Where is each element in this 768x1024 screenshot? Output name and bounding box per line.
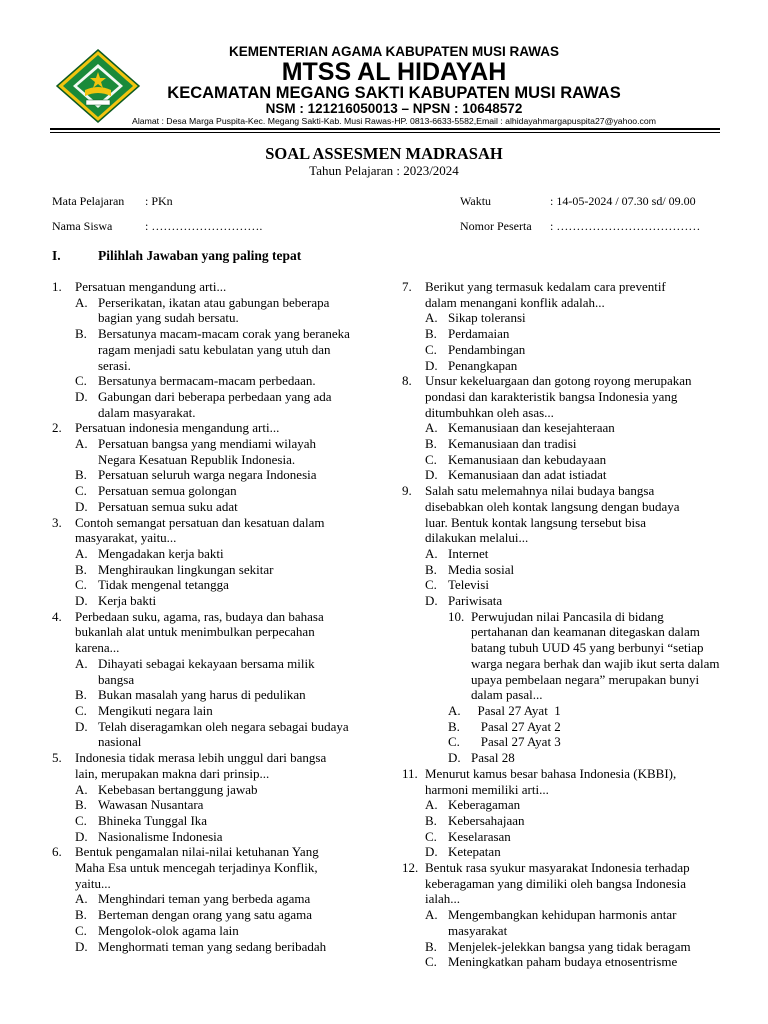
option-text-line: Menjelek-jelekkan bangsa yang tidak beragam (448, 938, 691, 954)
questions-right-column (402, 279, 722, 970)
answer-option (425, 467, 722, 483)
option-letter: B. (75, 467, 87, 483)
option-text-line: Ketepatan (448, 844, 501, 860)
option-letter: B. (425, 812, 437, 828)
answer-option (75, 295, 352, 326)
option-letter: C. (75, 702, 87, 718)
question-item (402, 860, 722, 970)
answer-option (75, 546, 352, 562)
option-text-line: Kemanusiaan dan adat istiadat (448, 467, 607, 483)
participant-number-field: : ……………………………… (550, 219, 701, 233)
school-district: KECAMATAN MEGANG SAKTI KABUPATEN MUSI RAWAS (167, 84, 621, 102)
question-item (402, 279, 722, 373)
answer-option (75, 483, 352, 499)
question-item (402, 373, 722, 483)
option-letter: B. (75, 326, 87, 342)
question-text-line: warga negara berhak dan wajib ikut serta dalam (471, 655, 720, 671)
option-text-line: Menghindari teman yang berbeda agama (98, 891, 311, 907)
option-letter: D. (425, 467, 438, 483)
answer-option (75, 782, 352, 798)
question-text-line: Perbedaan suku, agama, ras, budaya dan bahasa (75, 608, 324, 624)
answer-option (425, 342, 722, 358)
option-text-line: Dihayati sebagai kekayaan bersama milik (98, 655, 315, 671)
option-text-line: Kerja bakti (98, 593, 157, 609)
option-text-line: Penangkapan (448, 357, 518, 373)
option-text-line: Kebebasan bertanggung jawab (98, 781, 258, 797)
question-number: 12. (402, 860, 419, 876)
option-text-line: Bhineka Tunggal Ika (98, 812, 208, 828)
option-text-line: masyarakat (448, 922, 508, 938)
option-text-line: Kemanusiaan dan kesejahteraan (448, 420, 615, 436)
question-item (52, 844, 352, 954)
option-letter: B. (75, 687, 87, 703)
section-title: Pilihlah Jawaban yang paling tepat (98, 248, 302, 263)
option-letter: A. (448, 702, 461, 718)
answer-option (75, 373, 352, 389)
option-text-line: Mengembangkan kehidupan harmonis antar (448, 907, 677, 923)
answer-option (75, 891, 352, 907)
answer-option (75, 907, 352, 923)
option-letter: D. (75, 388, 88, 404)
option-text-line: Negara Kesatuan Republik Indonesia. (98, 451, 296, 467)
option-letter: C. (75, 922, 87, 938)
question-10 (402, 609, 722, 766)
school-ids: NSM : 121216050013 – NPSN : 10648572 (265, 101, 523, 116)
question-number: 8. (402, 373, 412, 389)
exam-year: Tahun Pelajaran : 2023/2024 (309, 163, 459, 178)
option-text-line: Kebersahajaan (448, 812, 525, 828)
question-text-line: Salah satu melemahnya nilai budaya bangsa (425, 483, 655, 499)
answer-option (425, 844, 722, 860)
question-text-line: Persatuan indonesia mengandung arti... (75, 420, 280, 436)
option-text-line: nasional (98, 734, 142, 750)
option-text-line: Menghiraukan lingkungan sekitar (98, 561, 274, 577)
question-item (52, 279, 352, 420)
question-text-line: harmoni memiliki arti... (425, 781, 549, 797)
option-text-line: bangsa (98, 671, 135, 687)
question-text-line: ialah... (425, 891, 461, 907)
question-text-line: disebabkan oleh kontak langsung dengan budaya (425, 498, 680, 514)
option-letter: D. (425, 844, 438, 860)
option-text: Pasal 28 (471, 750, 515, 766)
answer-option (425, 703, 722, 719)
question-text-line: Unsur kekeluargaan dan gotong royong merupakan (425, 373, 692, 389)
option-letter: C. (75, 373, 87, 389)
question-number: 1. (52, 279, 62, 294)
option-text: Pasal 27 Ayat 2 (471, 718, 561, 734)
question-item (52, 515, 352, 609)
question-text-line: dilakukan melalui... (425, 530, 529, 546)
option-text-line: Telah diseragamkan oleh negara sebagai budaya (98, 718, 349, 734)
answer-option (75, 703, 352, 719)
answer-option (425, 546, 722, 562)
question-number: 11. (402, 765, 418, 781)
question-item (52, 420, 352, 514)
option-text: Pasal 27 Ayat 1 (471, 702, 561, 718)
answer-option (75, 939, 352, 955)
option-letter: A. (75, 294, 88, 310)
question-text-line: Maha Esa untuk mencegah terjadinya Konflik, (75, 860, 318, 876)
question-number: 5. (52, 750, 62, 766)
option-text-line: Bukan masalah yang harus di pedulikan (98, 687, 306, 703)
question-text-line: keberagaman yang dimiliki oleh bangsa Indonesia (425, 875, 687, 891)
option-text: Pasal 27 Ayat 3 (471, 734, 561, 750)
option-text-line: Gabungan dari beberapa perbedaan yang ada (98, 388, 332, 404)
question-stem (52, 515, 352, 546)
answer-option (75, 656, 352, 687)
question-text-line: pondasi dan karakteristik bangsa Indonesia yang (425, 388, 678, 404)
time-label: Waktu (460, 194, 492, 208)
answer-option (75, 687, 352, 703)
option-text-line: Berteman dengan orang yang satu agama (98, 907, 313, 923)
question-text-line: Indonesia tidak merasa lebih unggul dari bangsa (75, 750, 327, 766)
answer-option (425, 577, 722, 593)
option-letter: D. (75, 498, 88, 514)
option-text-line: Internet (448, 545, 489, 561)
question-text-line: Persatuan mengandung arti... (75, 279, 227, 294)
option-letter: A. (425, 797, 438, 813)
option-letter: C. (425, 341, 437, 357)
question-stem (402, 860, 722, 907)
questions-left-column (52, 279, 352, 954)
question-item (52, 750, 352, 844)
answer-option (75, 436, 352, 467)
option-letter: B. (425, 326, 437, 342)
option-text-line: Tidak mengenal tetangga (98, 577, 229, 593)
answer-option (425, 829, 722, 845)
option-letter: B. (425, 436, 437, 452)
option-letter: C. (75, 483, 87, 499)
answer-option (425, 326, 722, 342)
option-letter: D. (75, 828, 88, 844)
question-text-line: upaya pembelaan negara” merupakan bunyi (471, 671, 700, 687)
option-text-line: Kemanusiaan dan tradisi (448, 436, 577, 452)
answer-option (75, 389, 352, 420)
question-text-line: luar. Bentuk kontak langsung tersebut bisa (425, 514, 646, 530)
question-text-line: dalam menangani konflik adalah... (425, 294, 605, 310)
option-text-line: Persatuan bangsa yang mendiami wilayah (98, 436, 317, 452)
option-letter: A. (75, 781, 88, 797)
subject-value: : PKn (145, 194, 173, 208)
option-letter: A. (425, 545, 438, 561)
question-text-line: Bentuk pengamalan nilai-nilai ketuhanan Yang (75, 844, 319, 860)
participant-number-label: Nomor Peserta (460, 219, 532, 233)
exam-title: SOAL ASSESMEN MADRASAH (265, 144, 503, 163)
option-letter: B. (448, 718, 460, 734)
answer-option (425, 813, 722, 829)
option-letter: D. (448, 750, 461, 766)
question-text-line: batang tubuh UUD 45 yang berbunyi “setiap (471, 640, 704, 656)
option-text-line: Kemanusiaan dan kebudayaan (448, 451, 607, 467)
letterhead-rule-thin (50, 132, 720, 133)
option-letter: A. (425, 310, 438, 326)
letterhead-rule-thick (50, 128, 720, 130)
answer-option (75, 562, 352, 578)
option-letter: C. (425, 577, 437, 593)
student-name-field: : ………………………. (145, 219, 263, 233)
ministry-name: KEMENTERIAN AGAMA KABUPATEN MUSI RAWAS (229, 44, 559, 59)
answer-option (425, 907, 722, 938)
option-letter: B. (425, 938, 437, 954)
question-stem (402, 373, 722, 420)
answer-option (425, 734, 722, 750)
question-text-line: lain, merupakan makna dari prinsip... (75, 765, 270, 781)
option-letter: B. (75, 907, 87, 923)
option-letter: A. (75, 891, 88, 907)
question-text-line: ditumbuhkan oleh asas... (425, 404, 554, 420)
answer-option (425, 452, 722, 468)
answer-option (425, 797, 722, 813)
option-text-line: Mengadakan kerja bakti (98, 545, 224, 561)
option-letter: D. (425, 593, 438, 609)
option-text-line: Persatuan seluruh warga negara Indonesia (98, 467, 317, 483)
option-letter: D. (75, 938, 88, 954)
school-name: MTSS AL HIDAYAH (281, 58, 507, 86)
option-text-line: dalam masyarakat. (98, 404, 196, 420)
option-text-line: Keselarasan (448, 828, 511, 844)
option-letter: A. (425, 420, 438, 436)
option-text-line: Bersatunya bermacam-macam perbedaan. (98, 373, 316, 389)
question-item (402, 766, 722, 860)
answer-option (75, 813, 352, 829)
option-text-line: Mengolok-olok agama lain (98, 922, 239, 938)
option-text-line: Pendambingan (448, 341, 526, 357)
answer-option (75, 829, 352, 845)
option-text-line: Keberagaman (448, 797, 521, 813)
question-number: 6. (52, 844, 62, 860)
question-number: 9. (402, 483, 412, 499)
option-letter: C. (75, 577, 87, 593)
answer-option (425, 939, 722, 955)
question-text-line: Contoh semangat persatuan dan kesatuan dalam (75, 514, 325, 530)
option-text-line: Perdamaian (448, 326, 510, 342)
question-stem (52, 279, 352, 295)
question-text-line: dalam pasal... (471, 687, 543, 703)
option-text-line: Wawasan Nusantara (98, 797, 204, 813)
answer-option (425, 420, 722, 436)
question-stem (52, 844, 352, 891)
option-letter: A. (75, 655, 88, 671)
question-stem (52, 420, 352, 436)
option-letter: D. (425, 357, 438, 373)
answer-option (75, 923, 352, 939)
question-stem (52, 609, 352, 656)
question-number: 7. (402, 279, 412, 294)
option-letter: C. (425, 828, 437, 844)
option-letter: C. (448, 734, 460, 750)
question-text: Perwujudan nilai Pancasila di bidang (471, 608, 664, 624)
question-text-line: Berikut yang termasuk kedalam cara preventif (425, 279, 666, 294)
option-letter: A. (425, 907, 438, 923)
option-text-line: Perserikatan, ikatan atau gabungan beberapa (98, 294, 330, 310)
option-letter: A. (75, 436, 88, 452)
option-letter: C. (425, 451, 437, 467)
answer-option (425, 436, 722, 452)
option-letter: B. (75, 561, 87, 577)
option-text-line: serasi. (98, 357, 131, 373)
question-number: 4. (52, 608, 62, 624)
school-address: Alamat : Desa Marga Puspita-Kec. Megang Sakti-Kab. Musi Rawas-HP. 0813-6633-5582,Email : alhidayahmargapuspita27@yahoo.com (132, 116, 656, 126)
answer-option (75, 577, 352, 593)
option-letter: C. (75, 812, 87, 828)
question-stem (402, 766, 722, 797)
question-number: 3. (52, 514, 62, 530)
answer-option (425, 750, 722, 766)
option-letter: D. (75, 718, 88, 734)
answer-option (75, 326, 352, 373)
student-name-label: Nama Siswa (52, 219, 113, 233)
question-item (52, 609, 352, 750)
option-text-line: Televisi (448, 577, 489, 593)
option-text-line: Menghormati teman yang sedang beribadah (98, 938, 327, 954)
question-text-line: yaitu... (75, 875, 111, 891)
option-text-line: Nasionalisme Indonesia (98, 828, 223, 844)
question-item (402, 483, 722, 609)
answer-option (75, 499, 352, 515)
option-letter: A. (75, 545, 88, 561)
option-text-line: Media sosial (448, 561, 515, 577)
option-text-line: Persatuan semua golongan (98, 483, 237, 499)
answer-option (425, 310, 722, 326)
answer-option (425, 719, 722, 735)
question-text-line: pertahanan dan keamanan ditegaskan dalam (471, 624, 700, 640)
question-stem (402, 279, 722, 310)
question-text-line: Bentuk rasa syukur masyarakat Indonesia terhadap (425, 860, 690, 876)
section-number: I. (52, 248, 61, 263)
answer-option (75, 467, 352, 483)
option-text-line: Pariwisata (448, 593, 503, 609)
question-text-line: masyarakat, yaitu... (75, 530, 177, 546)
option-letter: C. (425, 954, 437, 970)
time-value: : 14-05-2024 / 07.30 sd/ 09.00 (550, 194, 696, 208)
question-stem (52, 750, 352, 781)
option-text-line: Persatuan semua suku adat (98, 498, 238, 514)
question-text-line: Menurut kamus besar bahasa Indonesia (KBBI), (425, 765, 677, 781)
answer-option (75, 797, 352, 813)
option-text-line: ragam menjadi satu kebulatan yang utuh dan (98, 341, 331, 357)
option-letter: B. (425, 561, 437, 577)
answer-option (425, 358, 722, 374)
question-text-line: karena... (75, 640, 120, 656)
answer-option (425, 593, 722, 609)
option-text-line: Mengikuti negara lain (98, 702, 213, 718)
subject-label: Mata Pelajaran (52, 194, 125, 208)
answer-option (425, 562, 722, 578)
answer-option (75, 719, 352, 750)
question-stem (402, 483, 722, 546)
option-letter: D. (75, 593, 88, 609)
answer-option (425, 954, 722, 970)
question-number: 10. (448, 608, 465, 624)
option-text-line: Meningkatkan paham budaya etnosentrisme (448, 954, 678, 970)
option-text-line: Sikap toleransi (448, 310, 526, 326)
option-text-line: bagian yang sudah bersatu. (98, 310, 239, 326)
question-text-line: bukanlah alat untuk menimbulkan perpecahan (75, 624, 315, 640)
option-text-line: Bersatunya macam-macam corak yang beraneka (98, 326, 350, 342)
question-number: 2. (52, 420, 62, 436)
option-letter: B. (75, 797, 87, 813)
answer-option (75, 593, 352, 609)
